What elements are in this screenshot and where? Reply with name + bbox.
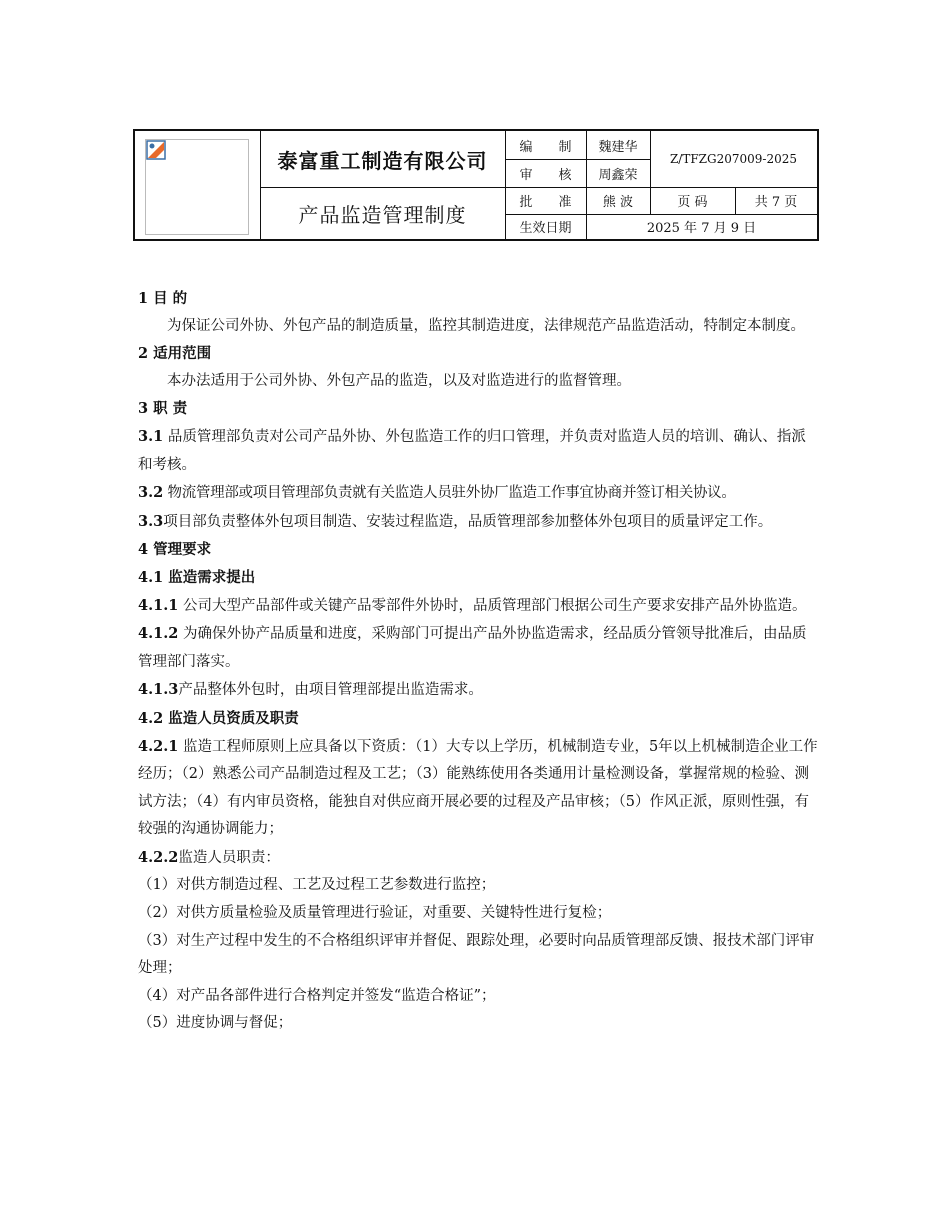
- logo-icon: [146, 140, 166, 160]
- reviewer-name: 周鑫荣: [598, 167, 638, 183]
- review-label: 审 核: [519, 167, 572, 183]
- clause: [138, 620, 818, 676]
- list-item: （4）对产品各部件进行合格判定并签发“监造合格证”；: [138, 987, 496, 1004]
- clause-number: 4.1.1: [138, 596, 179, 614]
- clause-text: 监造工程师原则上应具备以下资质：（1）大专以上学历，机械制造专业，5年以上机械制造企业工作经历；（2）熟悉公司产品制造过程及工艺；（3）能熟练使用各类通用计量检测设备，掌握常规的检验、测试方法；（4）有内审员资格，能独自对供应商开展必要的过程及产品审核；（5）作风正派，原则性强，有较强的沟通协调能力；: [138, 738, 818, 838]
- list-item: （5）进度协调与督促；: [138, 1015, 293, 1032]
- subsection-heading: 4.2 监造人员资质及职责: [138, 709, 299, 727]
- company-name: 泰富重工制造有限公司: [277, 148, 488, 173]
- page-label: 页 码: [677, 195, 708, 210]
- section-heading: 3 职 责: [138, 400, 188, 418]
- clause-text: 物流管理部或项目管理部负责就有关监造人员驻外协厂监造工作事宜协商并签订相关协议。: [163, 485, 736, 502]
- clause: [138, 508, 818, 537]
- approver-name: 熊 波: [602, 195, 634, 210]
- list-item: （3）对生产过程中发生的不合格组织评审并督促、跟踪处理，必要时向品质管理部反馈、报技术部门评审处理；: [138, 932, 815, 977]
- document-number: Z/TFZG207009-2025: [669, 152, 798, 166]
- page-count: 共 7 页: [754, 195, 798, 210]
- clause-number: 4.2.1: [138, 737, 179, 755]
- clause-text: 为确保外协产品质量和进度，采购部门可提出产品外协监造需求，经品质分管领导批准后，由品质管理部门落实。: [138, 626, 807, 670]
- clause-number: 4.2.2: [138, 848, 179, 866]
- paragraph: 为保证公司外协、外包产品的制造质量，监控其制造进度，法律规范产品监造活动，特制定本制度。: [167, 317, 805, 334]
- compiler-name: 魏建华: [598, 139, 638, 155]
- clause-number: 3.1: [138, 427, 164, 445]
- clause: [138, 676, 818, 705]
- clause-text: 公司大型产品部件或关键产品零部件外协时，品质管理部门根据公司生产要求安排产品外协监造。: [178, 597, 807, 614]
- clause: [138, 479, 818, 508]
- section-heading: 2 适用范围: [138, 345, 212, 363]
- document-body: [138, 285, 818, 1038]
- clause-text: 项目部负责整体外包项目制造、安装过程监造，品质管理部参加整体外包项目的质量评定工作。: [163, 513, 773, 530]
- list-item: （2）对供方质量检验及质量管理进行验证，对重要、关键特性进行复检；: [138, 905, 612, 922]
- company-logo: [145, 139, 249, 235]
- subsection-heading: 4.1 监造需求提出: [138, 568, 256, 586]
- section-heading: 1 目 的: [138, 290, 188, 307]
- clause: [138, 592, 818, 621]
- clause-number: 4.1.3: [138, 681, 179, 699]
- clause-text: 产品整体外包时，由项目管理部提出监造需求。: [178, 682, 483, 699]
- paragraph: 本办法适用于公司外协、外包产品的监造，以及对监造进行的监督管理。: [167, 372, 631, 389]
- clause-text: 品质管理部负责对公司产品外协、外包监造工作的归口管理，并负责对监造人员的培训、确认、指派和考核。: [138, 428, 806, 473]
- effective-date-label: 生效日期: [519, 221, 572, 236]
- clause-number: 4.1.2: [138, 625, 179, 643]
- document-header-table: [133, 129, 819, 241]
- section-heading: 4 管理要求: [138, 541, 212, 559]
- clause-text: 监造人员职责：: [178, 849, 280, 866]
- document-title: 产品监造管理制度: [298, 202, 467, 227]
- clause: [138, 733, 818, 844]
- clause: [138, 844, 818, 873]
- clause-number: 3.2: [138, 484, 164, 502]
- clause: [138, 423, 818, 479]
- compile-label: 编 制: [519, 139, 572, 155]
- clause-number: 3.3: [138, 512, 164, 530]
- effective-date: 2025 年 7 月 9 日: [646, 221, 757, 236]
- approve-label: 批 准: [519, 195, 572, 210]
- list-item: （1）对供方制造过程、工艺及过程工艺参数进行监控；: [138, 877, 496, 894]
